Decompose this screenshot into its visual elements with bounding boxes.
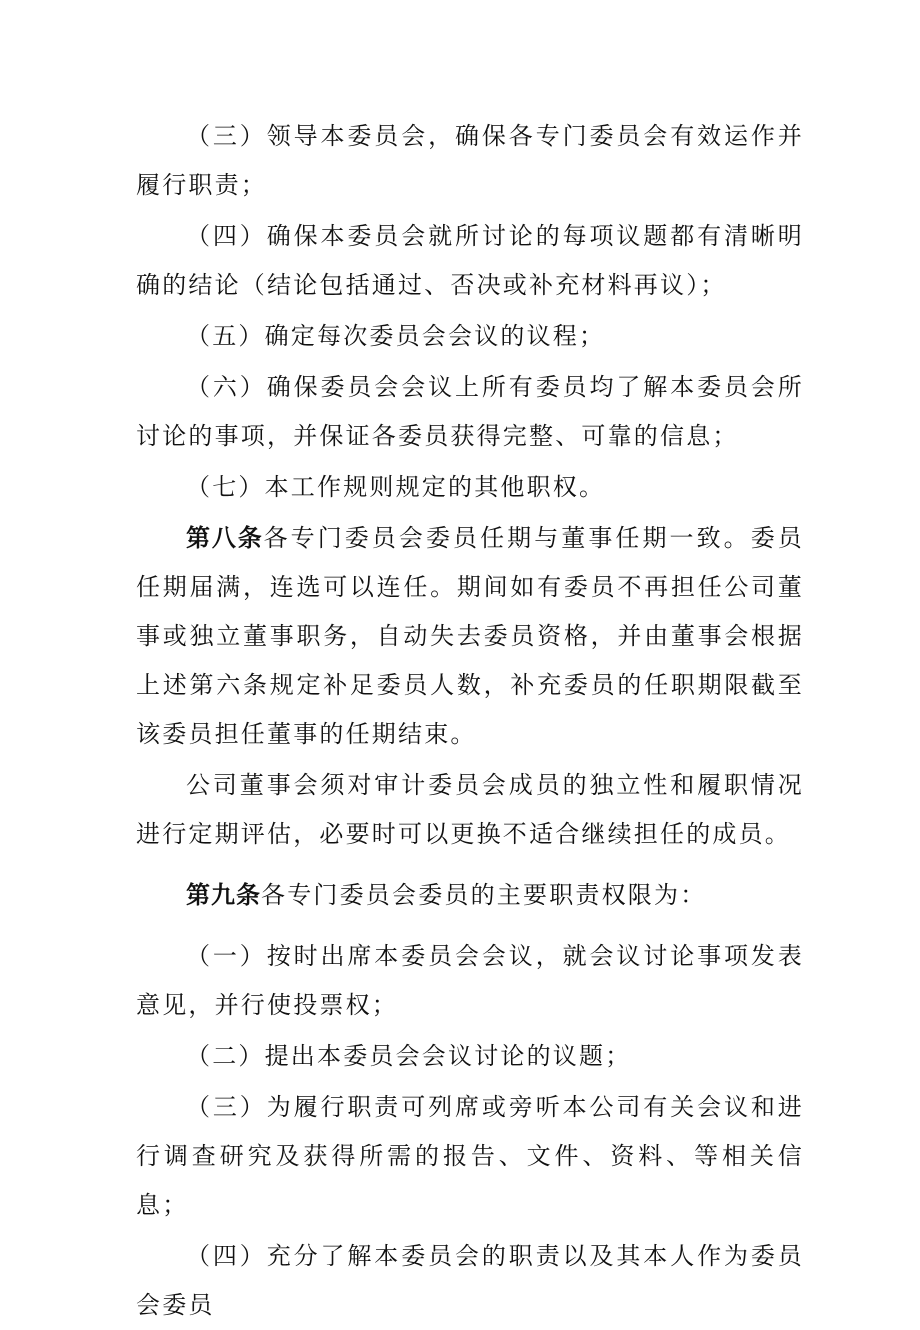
paragraph-9-3-investigate	[136, 1083, 804, 1230]
paragraph-text: （三）为履行职责可列席或旁听本公司有关会议和进行调查研究及获得所需的报告、文件、资料、等相关信息；	[136, 1093, 804, 1219]
paragraph-text: 各专门委员会委员的主要职责权限为：	[261, 881, 707, 909]
paragraph-text: （四）确保本委员会就所讨论的每项议题都有清晰明确的结论（结论包括通过、否决或补充材料再议）；	[136, 222, 804, 299]
paragraph-text: 公司董事会须对审计委员会成员的独立性和履职情况进行定期评估，必要时可以更换不适合继续担任的成员。	[136, 771, 804, 848]
paragraph-9-1-attend	[136, 932, 804, 1030]
paragraph-text: （六）确保委员会会议上所有委员均了解本委员会所讨论的事项，并保证各委员获得完整、可靠的信息；	[136, 373, 804, 450]
paragraph-text: （二）提出本委员会会议讨论的议题；	[186, 1042, 632, 1070]
paragraph-5-agenda	[136, 312, 804, 361]
document-body	[136, 112, 804, 1330]
article-8-heading: 第八条	[186, 524, 264, 552]
paragraph-text: （一）按时出席本委员会会议，就会议讨论事项发表意见，并行使投票权；	[136, 942, 804, 1019]
paragraph-text: （五）确定每次委员会会议的议程；	[186, 322, 606, 350]
paragraph-4-clear-conclusions	[136, 212, 804, 310]
paragraph-6-members-informed	[136, 363, 804, 461]
paragraph-text: （七）本工作规则规定的其他职权。	[186, 473, 606, 501]
paragraph-audit-evaluation	[136, 761, 804, 859]
paragraph-text: （四）充分了解本委员会的职责以及其本人作为委员会委员	[136, 1242, 804, 1319]
paragraph-9-2-propose	[136, 1032, 804, 1081]
paragraph-9-4-understand	[136, 1232, 804, 1330]
article-9-heading: 第九条	[186, 881, 261, 909]
paragraph-text: （三）领导本委员会，确保各专门委员会有效运作并履行职责；	[136, 122, 804, 199]
article-9	[136, 871, 804, 920]
paragraph-7-other-powers	[136, 463, 804, 512]
article-8	[136, 514, 804, 759]
paragraph-text: 各专门委员会委员任期与董事任期一致。委员任期届满，连选可以连任。期间如有委员不再担任公司董事或独立董事职务，自动失去委员资格，并由董事会根据上述第六条规定补足委员人数，补充委员的任职期限截至该委员担任董事的任期结束。	[136, 524, 805, 748]
paragraph-3-lead-committee	[136, 112, 804, 210]
